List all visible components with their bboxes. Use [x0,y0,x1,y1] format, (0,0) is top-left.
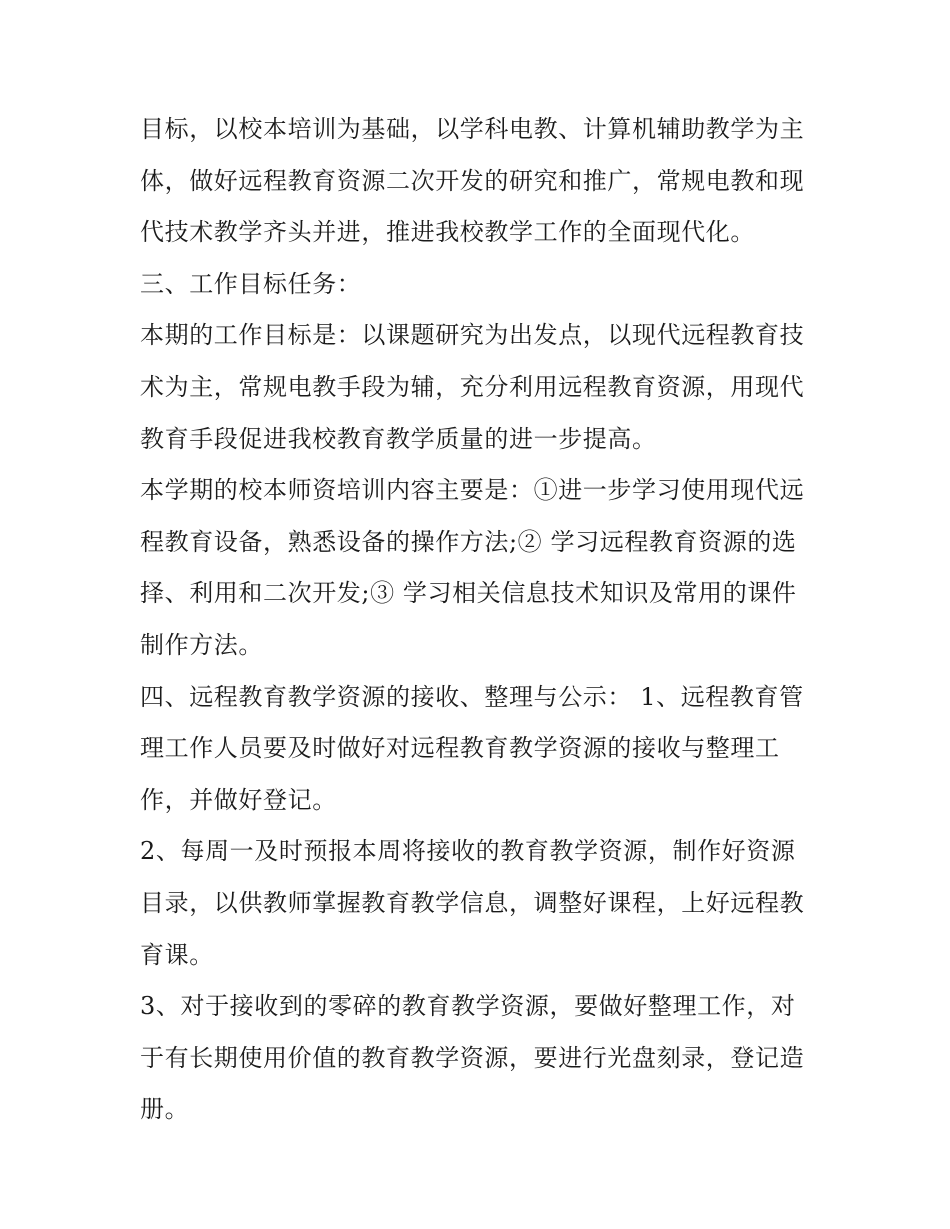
text-line: 教育手段促进我校教育教学质量的进一步提高。 [140,424,657,453]
document-body [140,104,820,1136]
text-line: 代技术教学齐头并进，推进我校教学工作的全面现代化。 [140,218,755,247]
text-line: 于有长期使用价值的教育教学资源，要进行光盘刻录，登记造 [140,1043,805,1072]
text-line: 3、对于接收到的零碎的教育教学资源，要做好整理工作，对 [140,992,796,1021]
section-heading: 四、远程教育教学资源的接收、整理与公示： 1、远程教育管 [140,682,804,711]
text-line: 目标，以校本培训为基础，以学科电教、计算机辅助教学为主 [140,115,805,143]
text-line: 体，做好远程教育资源二次开发的研究和推广，常规电教和现 [140,166,805,195]
text-line: 目录，以供教师掌握教育教学信息，调整好课程，上好远程教 [140,888,805,917]
text-line: 作，并做好登记。 [140,785,337,814]
text-line: 册。 [140,1095,190,1124]
text-line: 理工作人员要及时做好对远程教育教学资源的接收与整理工 [140,734,780,763]
text-line: 术为主，常规电教手段为辅，充分利用远程教育资源，用现代 [140,372,805,401]
section-heading: 三、工作目标任务： [140,269,362,298]
text-line: 2、每周一及时预报本周将接收的教育教学资源，制作好资源 [140,837,796,866]
text-line: 育课。 [140,940,214,969]
text-line: 程教育设备，熟悉设备的操作方法;② 学习远程教育资源的选 [140,527,797,556]
text-line: 择、利用和二次开发;③ 学习相关信息技术知识及常用的课件 [140,579,797,608]
text-line: 本学期的校本师资培训内容主要是：①进一步学习使用现代远 [140,476,805,505]
text-line: 制作方法。 [140,630,263,659]
text-line: 本期的工作目标是：以课题研究为出发点，以现代远程教育技 [140,321,805,350]
